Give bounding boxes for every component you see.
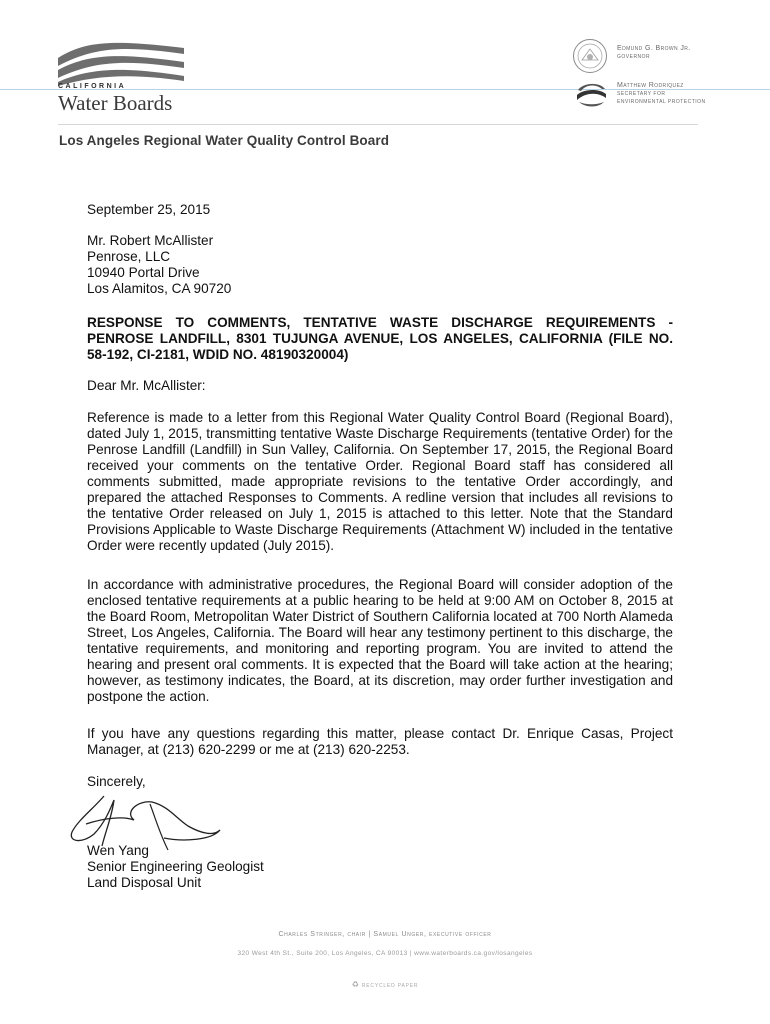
agency-name: Water Boards <box>58 91 173 115</box>
salutation: Dear Mr. McAllister: <box>87 378 206 393</box>
recipient-city: Los Alamitos, CA 90720 <box>87 281 232 296</box>
regional-board-name: Los Angeles Regional Water Quality Control Board <box>59 133 390 148</box>
footer-officers: Charles Stringer, chair | Samuel Unger, executive officer <box>278 931 492 938</box>
secretary-block <box>617 82 706 106</box>
water-boards-logo-waves <box>56 38 186 86</box>
california-seal-icon <box>572 38 608 74</box>
paragraph-hearing: In accordance with administrative procedures, the Regional Board will consider adoption of the enclosed tentative requirements at a public hearing to be held at 9:00 AM on October 8, 2015 at the Board Room, Metropolitan Water District of Southern California located at 700 North Alameda Street, Los Angeles, California. The Board will hear any testimony pertinent to this discharge, the tentative requirements, and monitoring and reporting program. You are invited to attend the hearing and present oral comments. It is expected that the Board will take action at the hearing; however, as testimony indicates, the Board, at its discretion, may order further investigation and postpone the action. <box>87 577 673 704</box>
secretary-name: Matthew Rodriquez <box>617 82 684 89</box>
recipient-address <box>87 233 673 297</box>
recycled-paper-note <box>0 980 770 989</box>
calepa-logo-icon <box>574 80 608 110</box>
governor-block <box>617 45 691 61</box>
signer-name: Wen Yang <box>87 843 149 858</box>
closing: Sincerely, <box>87 774 146 789</box>
recycled-label: RECYCLED PAPER <box>361 983 419 989</box>
header-divider <box>58 124 698 125</box>
state-label: CALIFORNIA <box>58 83 127 90</box>
recipient-company: Penrose, LLC <box>87 249 171 264</box>
footer-address: 320 West 4th St., Suite 200, Los Angeles, CA 90013 | www.waterboards.ca.gov/losangeles <box>237 950 533 957</box>
paragraph-contact: If you have any questions regarding this matter, please contact Dr. Enrique Casas, Project Manager, at (213) 620-2299 or me at (213) 620-2253. <box>87 726 673 757</box>
signer-title: Senior Engineering Geologist <box>87 859 264 874</box>
recipient-street: 10940 Portal Drive <box>87 265 200 280</box>
secretary-title-line1: SECRETARY FOR <box>617 91 666 97</box>
governor-name: Edmund G. Brown Jr. <box>617 45 691 52</box>
signature-block <box>87 843 673 891</box>
recipient-name: Mr. Robert McAllister <box>87 233 214 248</box>
paragraph-reference: Reference is made to a letter from this Regional Water Quality Control Board (Regional Board), dated July 1, 2015, transmitting tentative Waste Discharge Requirements (tentative Order) for the Penrose Landfill (Landfill) in Sun Valley, California. On September 17, 2015, the Regional Board received your comments on the tentative Order. Regional Board staff has considered all comments submitted, made appropriate revisions to the tentative Order accordingly, and prepared the attached Responses to Comments. A redline version that includes all revisions to the tentative Order released on July 1, 2015 is attached to this letter. Note that the Standard Provisions Applicable to Waste Discharge Requirements (Attachment W) included in the tentative Order were recently updated (July 2015). <box>87 410 673 553</box>
letter-date: September 25, 2015 <box>87 202 211 217</box>
letter-subject: RESPONSE TO COMMENTS, TENTATIVE WASTE DISCHARGE REQUIREMENTS - PENROSE LANDFILL, 8301 TUJUNGA AVENUE, LOS ANGELES, CALIFORNIA (FILE NO. 58-192, CI-2181, WDID NO. 48190320004) <box>87 315 673 362</box>
signer-unit: Land Disposal Unit <box>87 875 202 890</box>
governor-title: GOVERNOR <box>617 54 651 60</box>
secretary-title-line2: ENVIRONMENTAL PROTECTION <box>617 99 706 105</box>
recycle-icon: ♻ <box>351 980 360 989</box>
